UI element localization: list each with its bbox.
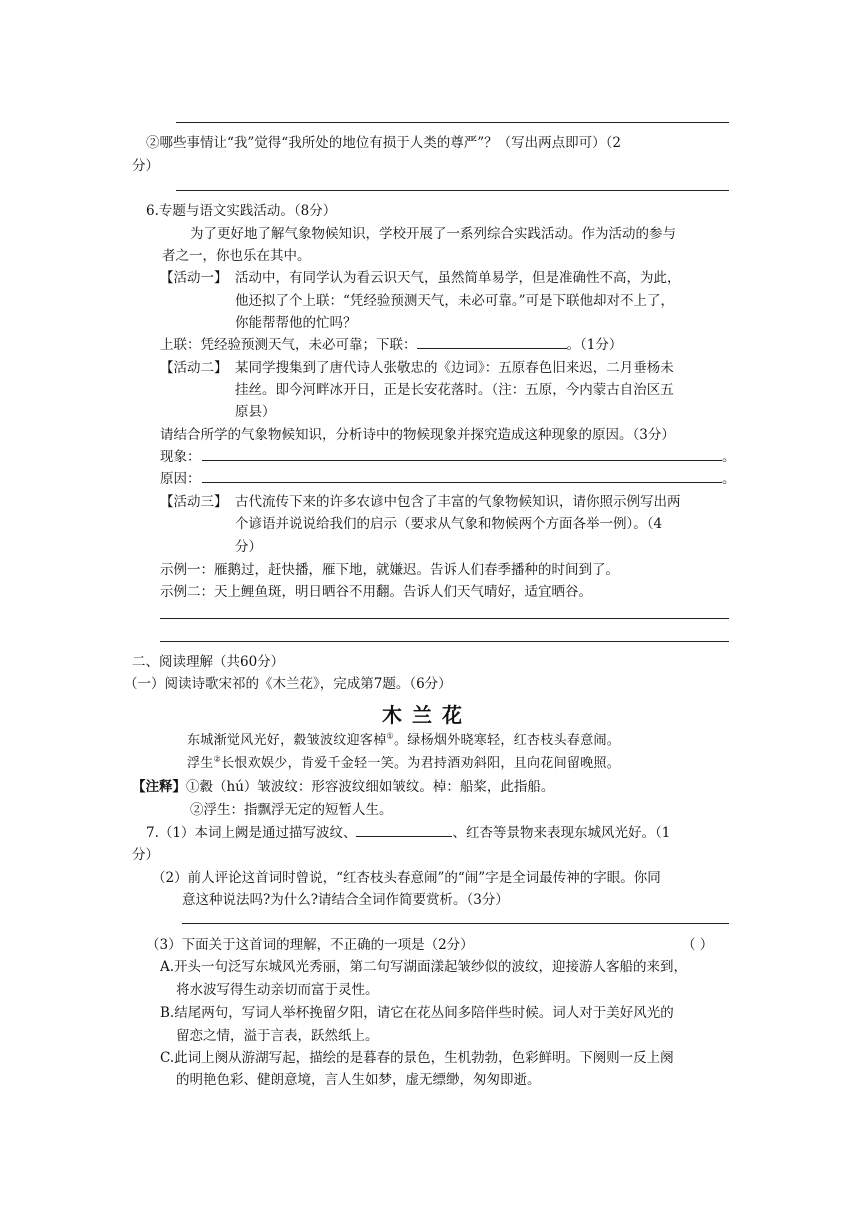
- couplet-prefix: 上联：凭经验预测天气，未必可靠；下联：: [160, 337, 417, 353]
- activity3-line-3: 分）: [235, 539, 262, 555]
- activity2-question: 请结合所学的气象物候知识，分析诗中的物候现象并探究造成这种现象的原因。（3分）: [160, 427, 675, 443]
- activity3-label: 【活动三】: [160, 494, 228, 510]
- q7-1-a: 7.（1）本词上阙是通过描写波纹、: [146, 825, 357, 841]
- activity1-line-2: 他还拟了个上联：“凭经验预测天气，未必可靠。”可是下联他却对不上了，: [235, 293, 675, 309]
- activity2-line-2: 挂丝。即今河畔冰开日，正是长安花落时。（注：五原，今内蒙古自治区五: [235, 382, 674, 398]
- couplet-answer-blank[interactable]: [417, 348, 567, 349]
- q7-1-cont: 分）: [132, 847, 159, 863]
- phenomenon-label: 现象：: [160, 449, 201, 465]
- q7-3-answer-paren[interactable]: （ ）: [682, 937, 714, 953]
- poem-line-2-a: 浮生: [187, 756, 214, 771]
- poem-title: 木兰花: [382, 703, 472, 727]
- poem-line-1-a: 东城渐觉风光好，縠皱波纹迎客棹: [187, 733, 387, 748]
- option-a-line-2: 将水波写得生动亲切而富于灵性。: [176, 982, 379, 998]
- q7-3-question: （3）下面关于这首词的理解，不正确的一项是（2分）: [146, 937, 474, 953]
- q7-1-row: [146, 821, 670, 841]
- option-b-line-2: 留恋之情，溢于言表，跃然纸上。: [176, 1028, 379, 1044]
- couplet-row: [160, 333, 622, 353]
- activity3-line-2: 个谚语并说说给我们的启示（要求从气象和物候两个方面各举一例）。（4: [235, 516, 663, 532]
- reason-period: 。: [722, 471, 736, 487]
- q5-2-cont: 分）: [132, 158, 159, 174]
- phenomenon-answer-line[interactable]: [202, 460, 722, 461]
- note-label: 【注释】: [132, 779, 186, 795]
- poem-line-1: [187, 729, 620, 748]
- answer-line-q5-1[interactable]: [176, 122, 729, 123]
- reason-answer-line[interactable]: [202, 482, 722, 483]
- option-c-line-1: C.此词上阕从游湖写起，描绘的是暮春的景色，生机勃勃，色彩鲜明。下阕则一反上阕: [160, 1050, 674, 1066]
- proverb-answer-line-2[interactable]: [160, 641, 729, 642]
- option-c-line-2: 的明艳色彩、健朗意境，言人生如梦，虚无缥缈，匆匆即逝。: [176, 1072, 541, 1088]
- q7-2-line-1: （2）前人评论这首词时曾说，“红杏枝头春意闹”的“闹”字是全词最传神的字眼。你同: [152, 870, 661, 886]
- phenomenon-period: 。: [722, 449, 736, 465]
- note-2: ②浮生：指飘浮无定的短暂人生。: [190, 802, 393, 818]
- activity1-label: 【活动一】: [160, 270, 228, 286]
- note-1: ①縠（hú）皱波纹：形容波纹细如皱纹。棹：船桨，此指船。: [186, 779, 555, 795]
- poem-line-1-b: 。绿杨烟外晓寒轻，红杏枝头春意闹。: [394, 733, 621, 748]
- reason-label: 原因：: [160, 471, 201, 487]
- activity2-line-1: 某同学搜集到了唐代诗人张敬忠的《边词》：五原春色旧来迟，二月垂杨未: [235, 360, 674, 376]
- example-2: 示例二：天上鲤鱼斑，明日晒谷不用翻。告诉人们天气晴好，适宜晒谷。: [160, 584, 592, 600]
- answer-line-q5-2[interactable]: [176, 190, 729, 191]
- q6-heading: 6.专题与语文实践活动。（8分）: [146, 203, 337, 219]
- q6-intro-1: 为了更好地了解气象物候知识，学校开展了一系列综合实践活动。作为活动的参与: [190, 226, 676, 242]
- activity3-line-1: 古代流传下来的许多农谚中包含了丰富的气象物候知识，请你照示例写出两: [235, 494, 681, 510]
- section2-heading: 二、阅读理解（共60分）: [132, 654, 285, 670]
- q7-1-answer-blank[interactable]: [356, 836, 452, 837]
- proverb-answer-line-1[interactable]: [160, 618, 729, 619]
- q7-2-answer-line[interactable]: [182, 923, 729, 924]
- option-a-line-1: A.开头一句泛写东城风光秀丽，第二句写湖面漾起皱纱似的波纹，迎接游人客船的来到，: [160, 959, 688, 975]
- activity1-line-1: 活动中，有同学认为看云识天气，虽然简单易学，但是准确性不高，为此，: [235, 270, 681, 286]
- q7-1-b: 、红杏等景物来表现东城风光好。（1: [452, 825, 671, 841]
- couplet-suffix: 。（1分）: [566, 337, 623, 353]
- activity2-line-3: 原县）: [235, 404, 276, 420]
- poem-line-2-b: 长恨欢娱少，肯爱千金轻一笑。为君持酒劝斜阳，且向花间留晚照。: [221, 756, 621, 771]
- option-b-line-1: B.结尾两句，写词人举杯挽留夕阳，请它在花丛间多陪伴些时候。词人对于美好风光的: [160, 1005, 674, 1021]
- activity2-label: 【活动二】: [160, 360, 228, 376]
- section2-part1: （一）阅读诗歌宋祁的《木兰花》，完成第7题。（6分）: [124, 676, 452, 692]
- example-1: 示例一：雁鹅过，赶快播，雁下地，就嫌迟。告诉人们春季播种的时间到了。: [160, 562, 619, 578]
- note-row-1: [132, 775, 554, 795]
- q7-2-line-2: 意这种说法吗?为什么?请结合全词作简要赏析。（3分）: [182, 892, 509, 908]
- footnote-mark-2: ②: [213, 754, 222, 764]
- poem-line-2: [187, 752, 620, 771]
- activity1-line-3: 你能帮帮他的忙吗？: [235, 315, 357, 331]
- q6-intro-2: 者之一，你也乐在其中。: [162, 248, 311, 264]
- footnote-mark-1: ①: [386, 731, 394, 741]
- q5-2-text: ②哪些事情让“我”觉得“我所处的地位有损于人类的尊严”？（写出两点即可）（2: [146, 135, 621, 151]
